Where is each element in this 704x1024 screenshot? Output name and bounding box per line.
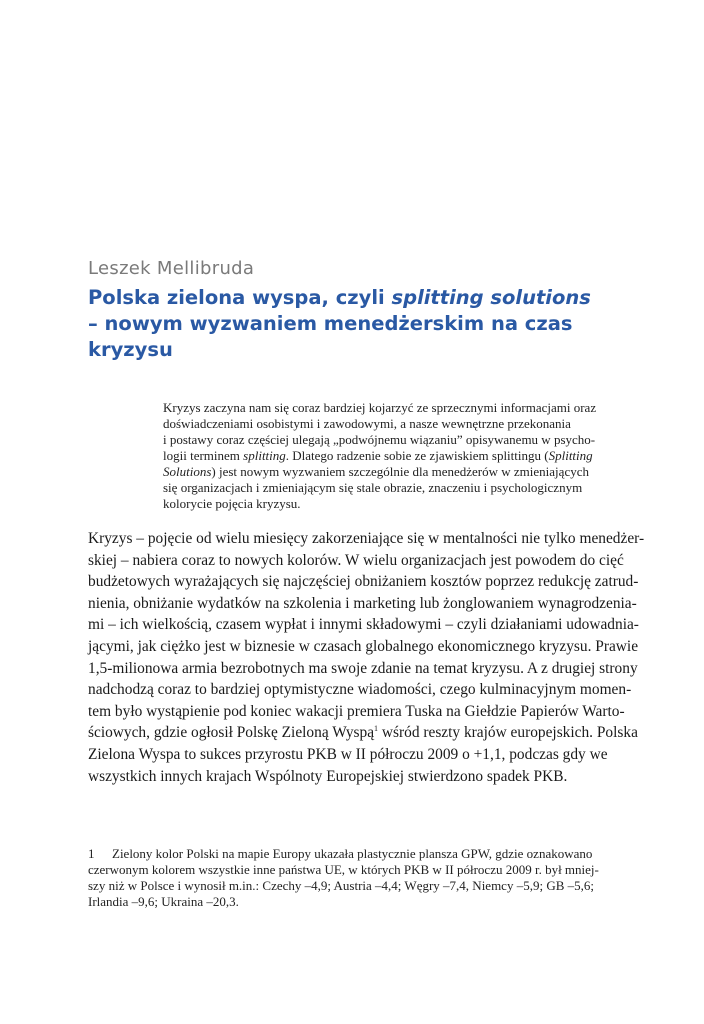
- footnote-line: Irlandia –9,6; Ukraina –20,3.: [88, 894, 239, 909]
- footnote-number: 1: [88, 846, 95, 861]
- footnote-line: czerwonym kolorem wszystkie inne państwa UE, w których PKB w II półroczu 2009 r. był mniej-: [88, 862, 599, 877]
- footnote: [88, 846, 618, 910]
- title-line-3: kryzysu: [88, 338, 173, 361]
- abstract-line: i postawy coraz częściej ulegają „podwójnemu wiązaniu” opisywanemu w psycho-: [163, 432, 596, 447]
- title-line-2: – nowym wyzwaniem menedżerskim na czas: [88, 312, 573, 335]
- body-line: Kryzys – pojęcie od wielu miesięcy zakorzeniające się w mentalności nie tylko menedżer-: [88, 530, 645, 547]
- author-name: Leszek Mellibruda: [88, 258, 255, 279]
- body-line: budżetowych wyrażających się najczęściej obniżaniem kosztów poprzez redukcję zatrud-: [88, 573, 639, 591]
- abstract-line: się organizacjach i zmieniającym się stale obrazie, znaczeniu i psychologicznym: [163, 480, 583, 495]
- abstract-line: Kryzys zaczyna nam się coraz bardziej kojarzyć ze sprzecznymi informacjami oraz: [163, 400, 597, 415]
- article-title: [88, 285, 648, 363]
- title-line-1: [88, 285, 648, 311]
- abstract: [163, 400, 623, 512]
- body-text-span: ściowych, gdzie ogłosił Polskę Zieloną Wyspą: [88, 724, 375, 742]
- body-line: [88, 722, 638, 744]
- body-line: nienia, obniżanie wydatków na szkolenia i marketing lub żonglowaniem wynagrodzenia-: [88, 594, 637, 612]
- abstract-italic-text: Solutions: [163, 464, 212, 479]
- abstract-italic-text: Splitting: [548, 448, 593, 463]
- abstract-text: . Dlatego radzenie sobie ze zjawiskiem splittingu (: [285, 448, 549, 463]
- footnote-line: szy niż w Polsce i wynosił m.in.: Czechy –4,9; Austria –4,4; Węgry –7,4, Niemcy –5,9; GB –5,6;: [88, 878, 594, 893]
- footnote-reference[interactable]: 1: [374, 724, 379, 734]
- footnote-line: [88, 846, 618, 862]
- title-text: Polska zielona wyspa, czyli: [88, 286, 392, 309]
- abstract-text: logii terminem: [163, 448, 244, 463]
- body-line: Zielona Wyspa to sukces przyrostu PKB w II półroczu 2009 o +1,1, podczas gdy we: [88, 745, 608, 763]
- abstract-italic-text: splitting: [243, 448, 286, 463]
- body-line: nadchodzą coraz to bardziej optymistyczne wiadomości, czego kulminacyjnym momen-: [88, 681, 632, 699]
- abstract-line: [163, 464, 623, 480]
- abstract-line: [163, 448, 623, 464]
- body-line: skiej – nabiera coraz to nowych kolorów. W wielu organizacjach jest powodem do cięć: [88, 551, 624, 569]
- body-text-span: wśród reszty krajów europejskich. Polska: [378, 724, 638, 742]
- body-line: jącymi, jak ciężko jest w biznesie w czasach globalnego ekonomicznego kryzysu. Prawie: [88, 637, 639, 655]
- body-line: tem było wystąpienie pod koniec wakacji premiera Tuska na Giełdzie Papierów Warto-: [88, 702, 625, 720]
- title-italic-text: splitting solutions: [391, 286, 591, 309]
- abstract-line: kolorycie pojęcia kryzysu.: [163, 496, 301, 511]
- body-text: [88, 528, 645, 787]
- body-line: wszystkich innych krajach Wspólnoty Europejskiej stwierdzono spadek PKB.: [88, 767, 568, 785]
- abstract-text: ) jest nowym wyzwaniem szczególnie dla menedżerów w zmieniających: [211, 464, 589, 479]
- body-line: 1,5-milionowa armia bezrobotnych ma swoje zdanie na temat kryzysu. A z drugiej strony: [88, 659, 638, 677]
- abstract-line: doświadczeniami osobistymi i zawodowymi, a nasze wewnętrzne przekonania: [163, 416, 571, 431]
- footnote-text: Zielony kolor Polski na mapie Europy ukazała plastycznie plansza GPW, gdzie oznakowano: [112, 846, 593, 861]
- body-line: mi – ich wielkością, czasem wypłat i innymi składowymi – czyli działaniami udowadnia-: [88, 616, 639, 634]
